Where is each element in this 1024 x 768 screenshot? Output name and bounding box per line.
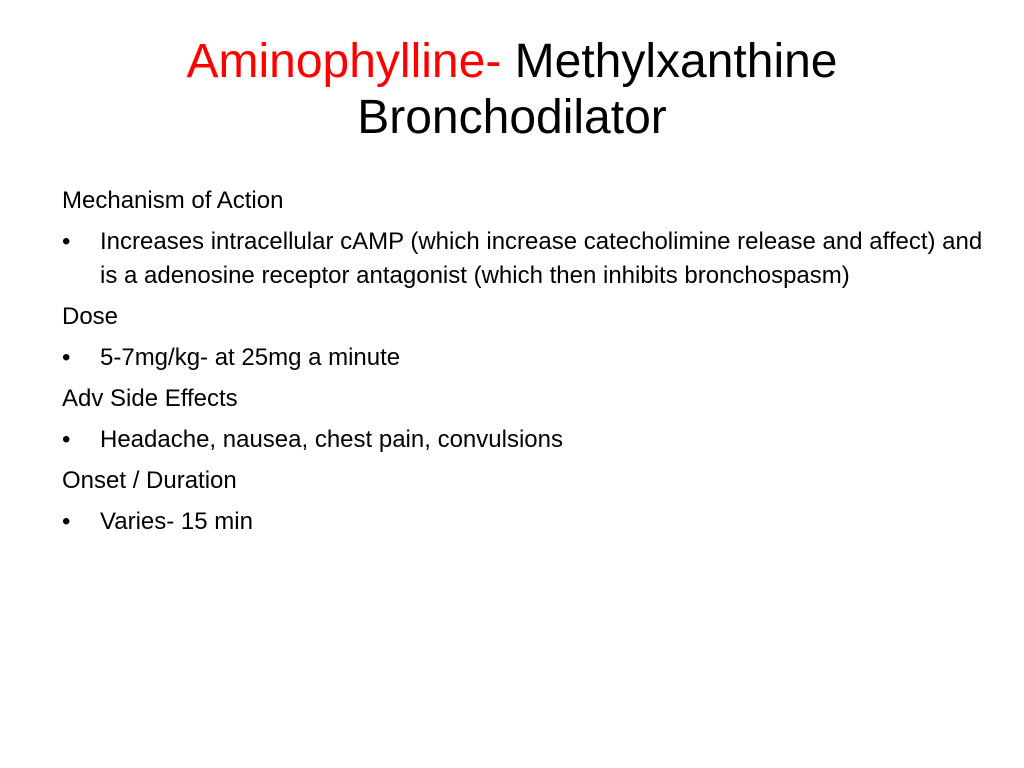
onset-bullet <box>62 505 992 539</box>
title-drug-name: Aminophylline- <box>186 35 502 88</box>
bullet-icon: • <box>62 344 71 371</box>
mechanism-bullet <box>62 225 992 293</box>
dose-bullet <box>62 341 992 375</box>
side-effects-bullet <box>62 423 992 457</box>
title-drug-class-line1: Methylxanthine <box>514 35 838 88</box>
dose-heading: Dose <box>62 303 119 330</box>
bullet-icon: • <box>62 426 71 453</box>
mechanism-text: Increases intracellular cAMP (which increase catecholimine release and affect) and is a adenosine receptor antagonist (which then inhibits bronchospasm) <box>100 228 983 289</box>
dose-text: 5-7mg/kg- at 25mg a minute <box>100 344 401 371</box>
title-drug-class-line2: Bronchodilator <box>357 91 667 144</box>
bullet-icon: • <box>62 508 71 535</box>
slide-body <box>62 184 992 546</box>
mechanism-heading: Mechanism of Action <box>62 187 284 214</box>
side-effects-heading: Adv Side Effects <box>62 385 238 412</box>
bullet-icon: • <box>62 228 71 255</box>
onset-heading: Onset / Duration <box>62 467 237 494</box>
side-effects-text: Headache, nausea, chest pain, convulsions <box>100 426 563 453</box>
slide-title <box>60 34 964 146</box>
onset-text: Varies- 15 min <box>100 508 253 535</box>
